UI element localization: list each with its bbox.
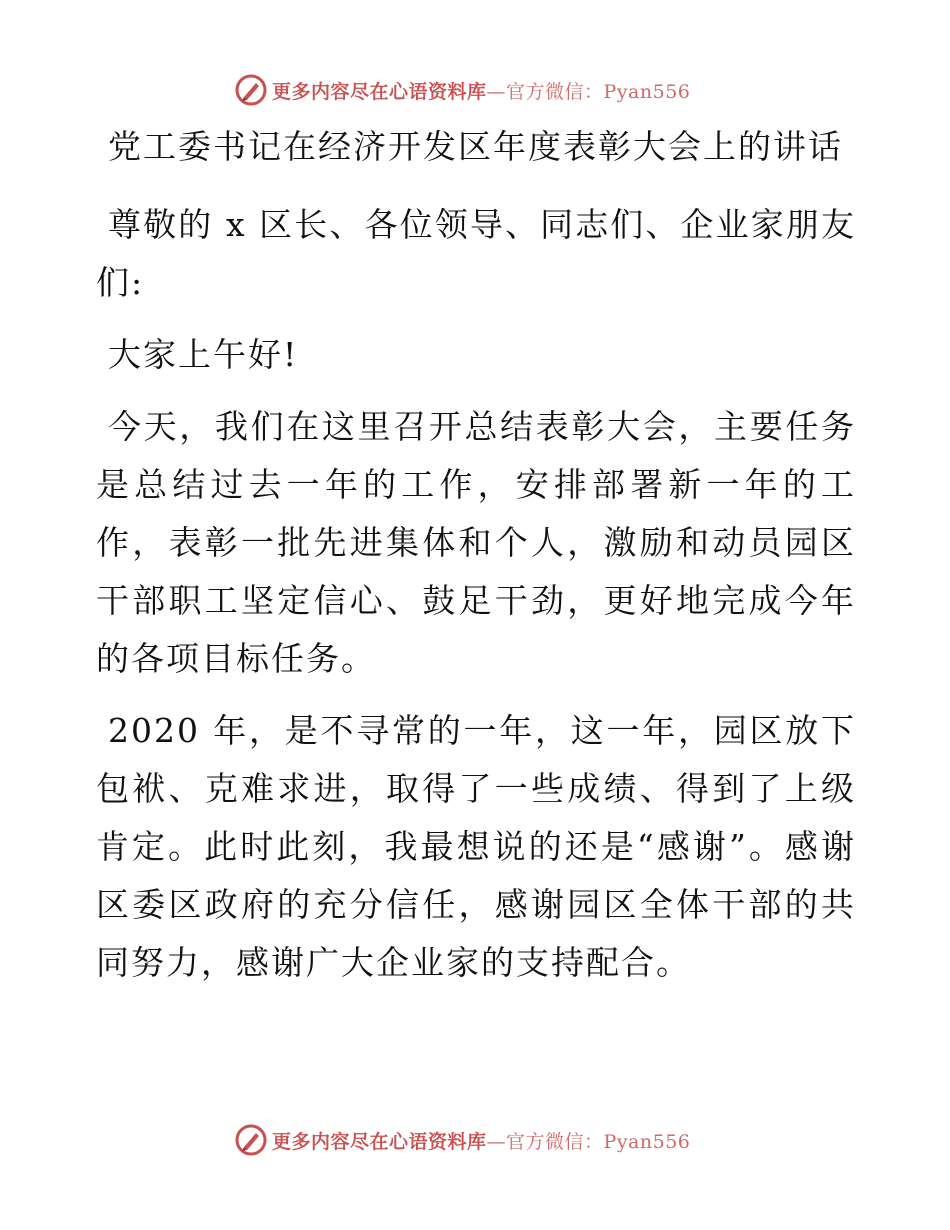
- watermark-contact: 官方微信：: [506, 1130, 604, 1153]
- footer-watermark: [234, 1122, 690, 1158]
- watermark-separator: —: [486, 1130, 507, 1153]
- paragraph-greeting: 大家上午好!: [108, 335, 299, 374]
- watermark-wechat-id: Pyan556: [603, 1130, 691, 1153]
- watermark-contact: 官方微信：: [506, 80, 604, 103]
- watermark-brand: 更多内容尽在心语资料库: [272, 1130, 487, 1153]
- pen-nib-logo-icon: [234, 73, 268, 107]
- paragraph-2020-review: 2020 年，是不寻常的一年，这一年，园区放下包袱、克难求进，取得了一些成绩、得到了上级肯定。此时此刻，我最想说的还是“感谢”。感谢区委区政府的充分信任，感谢园区全体干部的共同努力，感谢广大企业家的支持配合。: [96, 711, 856, 982]
- document-title: 党工委书记在经济开发区年度表彰大会上的讲话: [108, 127, 843, 166]
- watermark-wechat-id: Pyan556: [603, 80, 691, 103]
- header-watermark: [234, 72, 690, 108]
- document-body: [96, 124, 856, 992]
- paragraph-salutation: 尊敬的 x 区长、各位领导、同志们、企业家朋友们:: [96, 205, 856, 302]
- watermark-separator: —: [486, 80, 507, 103]
- pen-nib-logo-icon: [234, 1123, 268, 1157]
- watermark-text: [272, 1127, 690, 1154]
- watermark-text: [272, 77, 690, 104]
- paragraph-purpose: 今天，我们在这里召开总结表彰大会，主要任务是总结过去一年的工作，安排部署新一年的工作，表彰一批先进集体和个人，激励和动员园区干部职工坚定信心、鼓足干劲，更好地完成今年的各项目标任务。: [96, 407, 856, 678]
- watermark-brand: 更多内容尽在心语资料库: [272, 80, 487, 103]
